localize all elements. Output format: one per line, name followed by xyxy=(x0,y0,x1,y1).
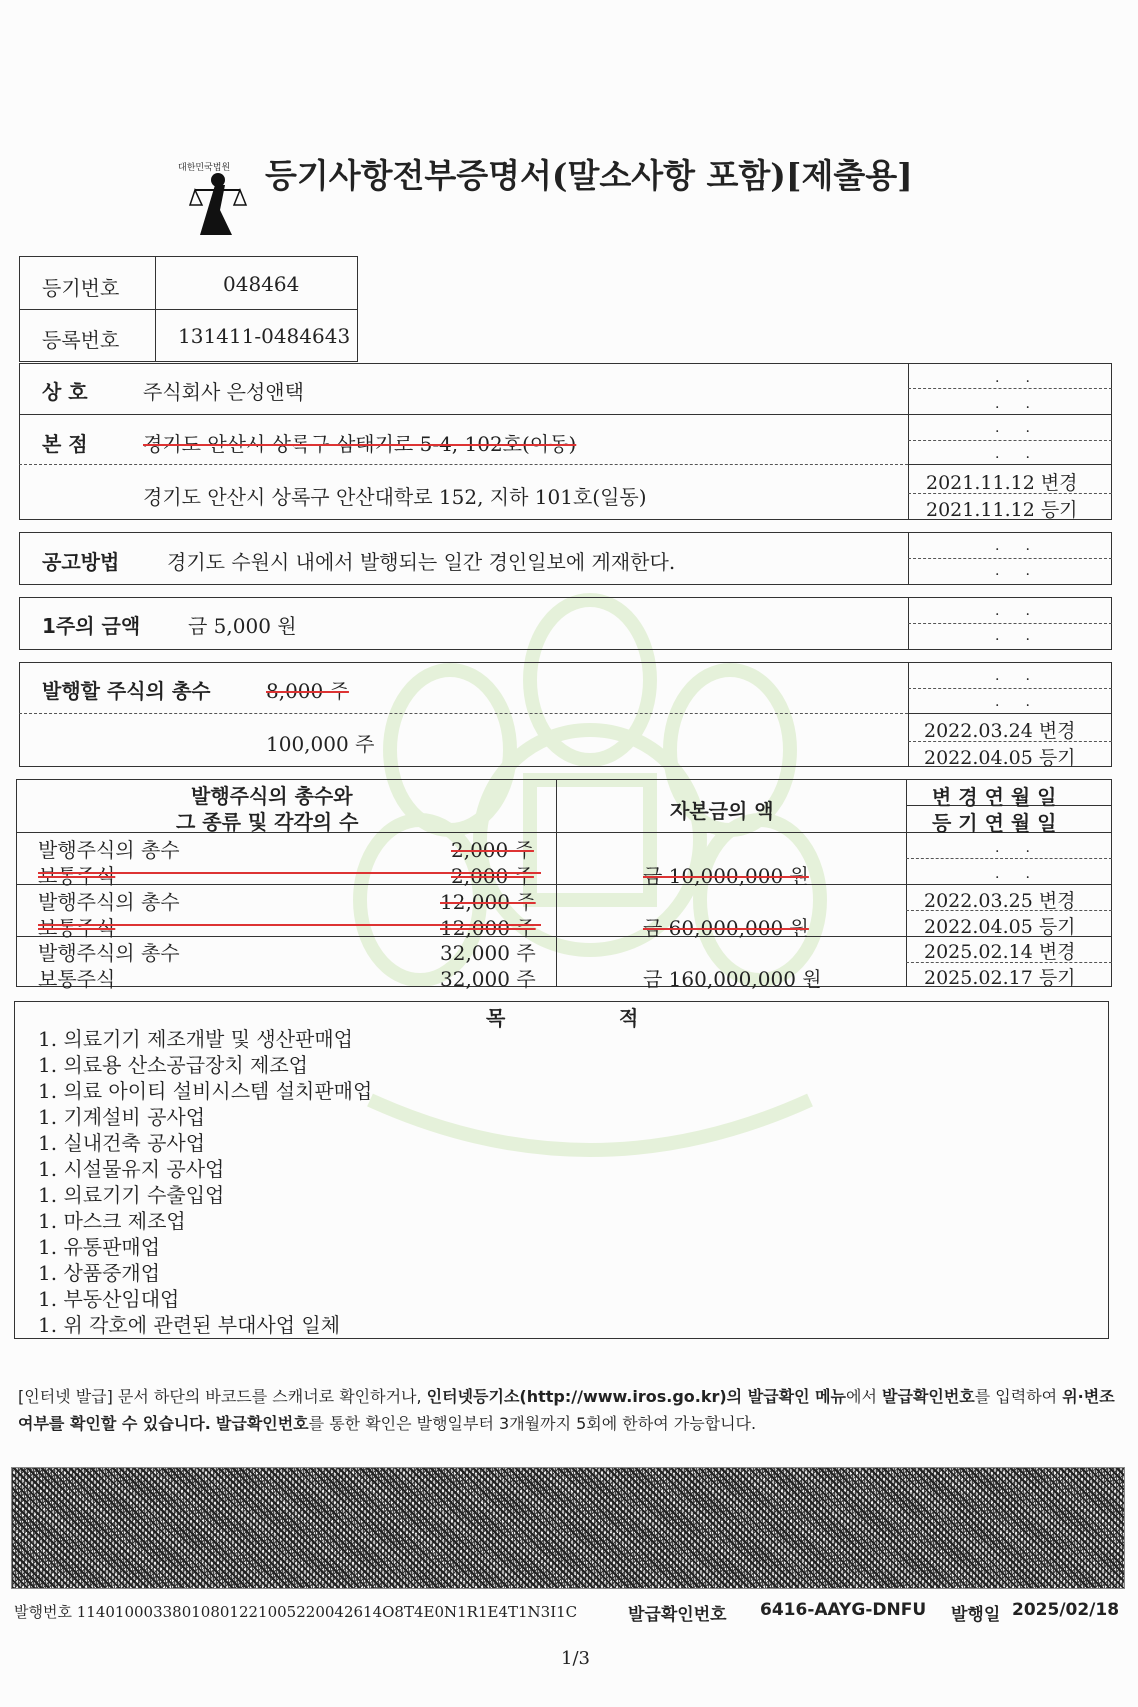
capital-row2-amount: 금 60,000,000 원 xyxy=(643,916,809,940)
purpose-item: 1. 의료기기 제조개발 및 생산판매업 xyxy=(38,1027,353,1051)
capital-row2-total-label: 발행주식의 총수 xyxy=(38,890,180,914)
capital-row1-total-label: 발행주식의 총수 xyxy=(38,838,180,862)
registration-number-value: 131411-0484643 xyxy=(178,324,351,348)
total-shares-label: 발행할 주식의 총수 xyxy=(42,679,211,703)
emblem-lettering: 대한민국법원 xyxy=(178,163,231,173)
capital-head-change-date: 변 경 연 월 일 xyxy=(932,785,1057,809)
capital-row3-registration-date: 2025.02.17 등기 xyxy=(924,967,1076,989)
issue-date-label: 발행일 xyxy=(951,1605,1001,1625)
head-office-registration-date: 2021.11.12 등기 xyxy=(926,499,1078,521)
capital-row1-amount: 금 10,000,000 원 xyxy=(643,864,809,888)
purpose-item: 1. 시설물유지 공사업 xyxy=(38,1157,225,1181)
capital-row3-common-value: 32,000 주 xyxy=(440,967,536,991)
purpose-item: 1. 기계설비 공사업 xyxy=(38,1105,206,1129)
capital-row3-total-value: 32,000 주 xyxy=(440,941,536,965)
trade-name-value: 주식회사 은성앤택 xyxy=(143,380,304,404)
issue-number: 발행번호 11401000338010801221005220042614O8T4E0N1R1E4T1N3I1C xyxy=(14,1603,578,1621)
head-office-label: 본 점 xyxy=(42,432,88,456)
purpose-list xyxy=(38,1026,372,1338)
purpose-item: 1. 부동산임대업 xyxy=(38,1287,180,1311)
capital-row2-change-date: 2022.03.25 변경 xyxy=(924,890,1076,912)
capital-row2-common-value: 12,000 주 xyxy=(440,916,536,940)
page-number: 1/3 xyxy=(561,1648,590,1669)
purpose-item: 1. 마스크 제조업 xyxy=(38,1209,186,1233)
capital-row3-amount: 금 160,000,000 원 xyxy=(643,967,822,991)
total-shares-registration-date: 2022.04.05 등기 xyxy=(924,747,1076,769)
capital-row2-total-value: 12,000 주 xyxy=(440,890,536,914)
capital-head-shares-line1: 발행주식의 총수와 xyxy=(191,784,353,808)
capital-row1-common-value: 2,000 주 xyxy=(451,864,534,888)
purpose-head-char1: 목 xyxy=(486,1006,506,1030)
purpose-item: 1. 의료용 산소공급장치 제조업 xyxy=(38,1053,308,1077)
capital-row3-common-label: 보통주식 xyxy=(38,967,116,991)
purpose-item: 1. 위 각호에 관련된 부대사업 일체 xyxy=(38,1313,341,1337)
registry-number-label: 등기번호 xyxy=(42,276,120,300)
court-emblem-icon xyxy=(170,150,262,240)
head-office-old: 경기도 안산시 상록구 삼태기로 5-4, 102호(이동) xyxy=(143,432,577,456)
capital-row2-registration-date: 2022.04.05 등기 xyxy=(924,916,1076,938)
purpose-item: 1. 실내건축 공사업 xyxy=(38,1131,206,1155)
total-shares-change-date: 2022.03.24 변경 xyxy=(924,720,1076,742)
verification-notice: [인터넷 발급] 문서 하단의 바코드를 스캐너로 확인하거나, 인터넷등기소(http://www.iros.go.kr)의 발급확인 메뉴에서 발급확인번호를 입력하여 위·변조 여부를 확인할 수 있습니다. 발급확인번호를 통한 확인은 발행일부터 3개월까지 5회에 한하여 가능합니다. xyxy=(18,1387,1115,1433)
purpose-item: 1. 의료기기 수출입업 xyxy=(38,1183,225,1207)
head-office-new: 경기도 안산시 상록구 안산대학로 152, 지하 101호(일동) xyxy=(143,485,647,509)
confirm-number-value: 6416-AAYG-DNFU xyxy=(760,1600,927,1620)
registry-number-value: 048464 xyxy=(223,272,300,296)
capital-row1-common-label: 보통주식 xyxy=(38,864,116,888)
head-office-change-date: 2021.11.12 변경 xyxy=(926,472,1078,494)
trade-name-label: 상 호 xyxy=(42,380,88,404)
capital-head-registration-date: 등 기 연 월 일 xyxy=(932,811,1057,835)
purpose-item: 1. 의료 아이티 설비시스템 설치판매업 xyxy=(38,1079,373,1103)
total-shares-new: 100,000 주 xyxy=(266,732,375,756)
total-shares-old: 8,000 주 xyxy=(266,679,349,703)
capital-row3-change-date: 2025.02.14 변경 xyxy=(924,941,1076,963)
share-price-value: 금 5,000 원 xyxy=(188,614,297,638)
purpose-item: 1. 유통판매업 xyxy=(38,1235,161,1259)
registration-number-label: 등록번호 xyxy=(42,328,120,352)
capital-row1-total-value: 2,000 주 xyxy=(451,838,534,862)
purpose-head-char2: 적 xyxy=(619,1006,639,1030)
purpose-item: 1. 상품중개업 xyxy=(38,1261,161,1285)
capital-row2-common-label: 보통주식 xyxy=(38,916,116,940)
capital-head-amount: 자본금의 액 xyxy=(670,799,774,823)
document-title: 등기사항전부증명서(말소사항 포함)[제출용] xyxy=(265,156,913,195)
issue-date-value: 2025/02/18 xyxy=(1012,1600,1120,1620)
share-price-label: 1주의 금액 xyxy=(42,614,141,638)
capital-head-shares-line2: 그 종류 및 각각의 수 xyxy=(176,810,359,834)
confirm-number-label: 발급확인번호 xyxy=(628,1605,727,1625)
notice-method-label: 공고방법 xyxy=(42,550,120,574)
capital-row3-total-label: 발행주식의 총수 xyxy=(38,941,180,965)
2d-barcode[interactable] xyxy=(11,1467,1125,1589)
notice-method-value: 경기도 수원시 내에서 발행되는 일간 경인일보에 게재한다. xyxy=(167,550,676,574)
